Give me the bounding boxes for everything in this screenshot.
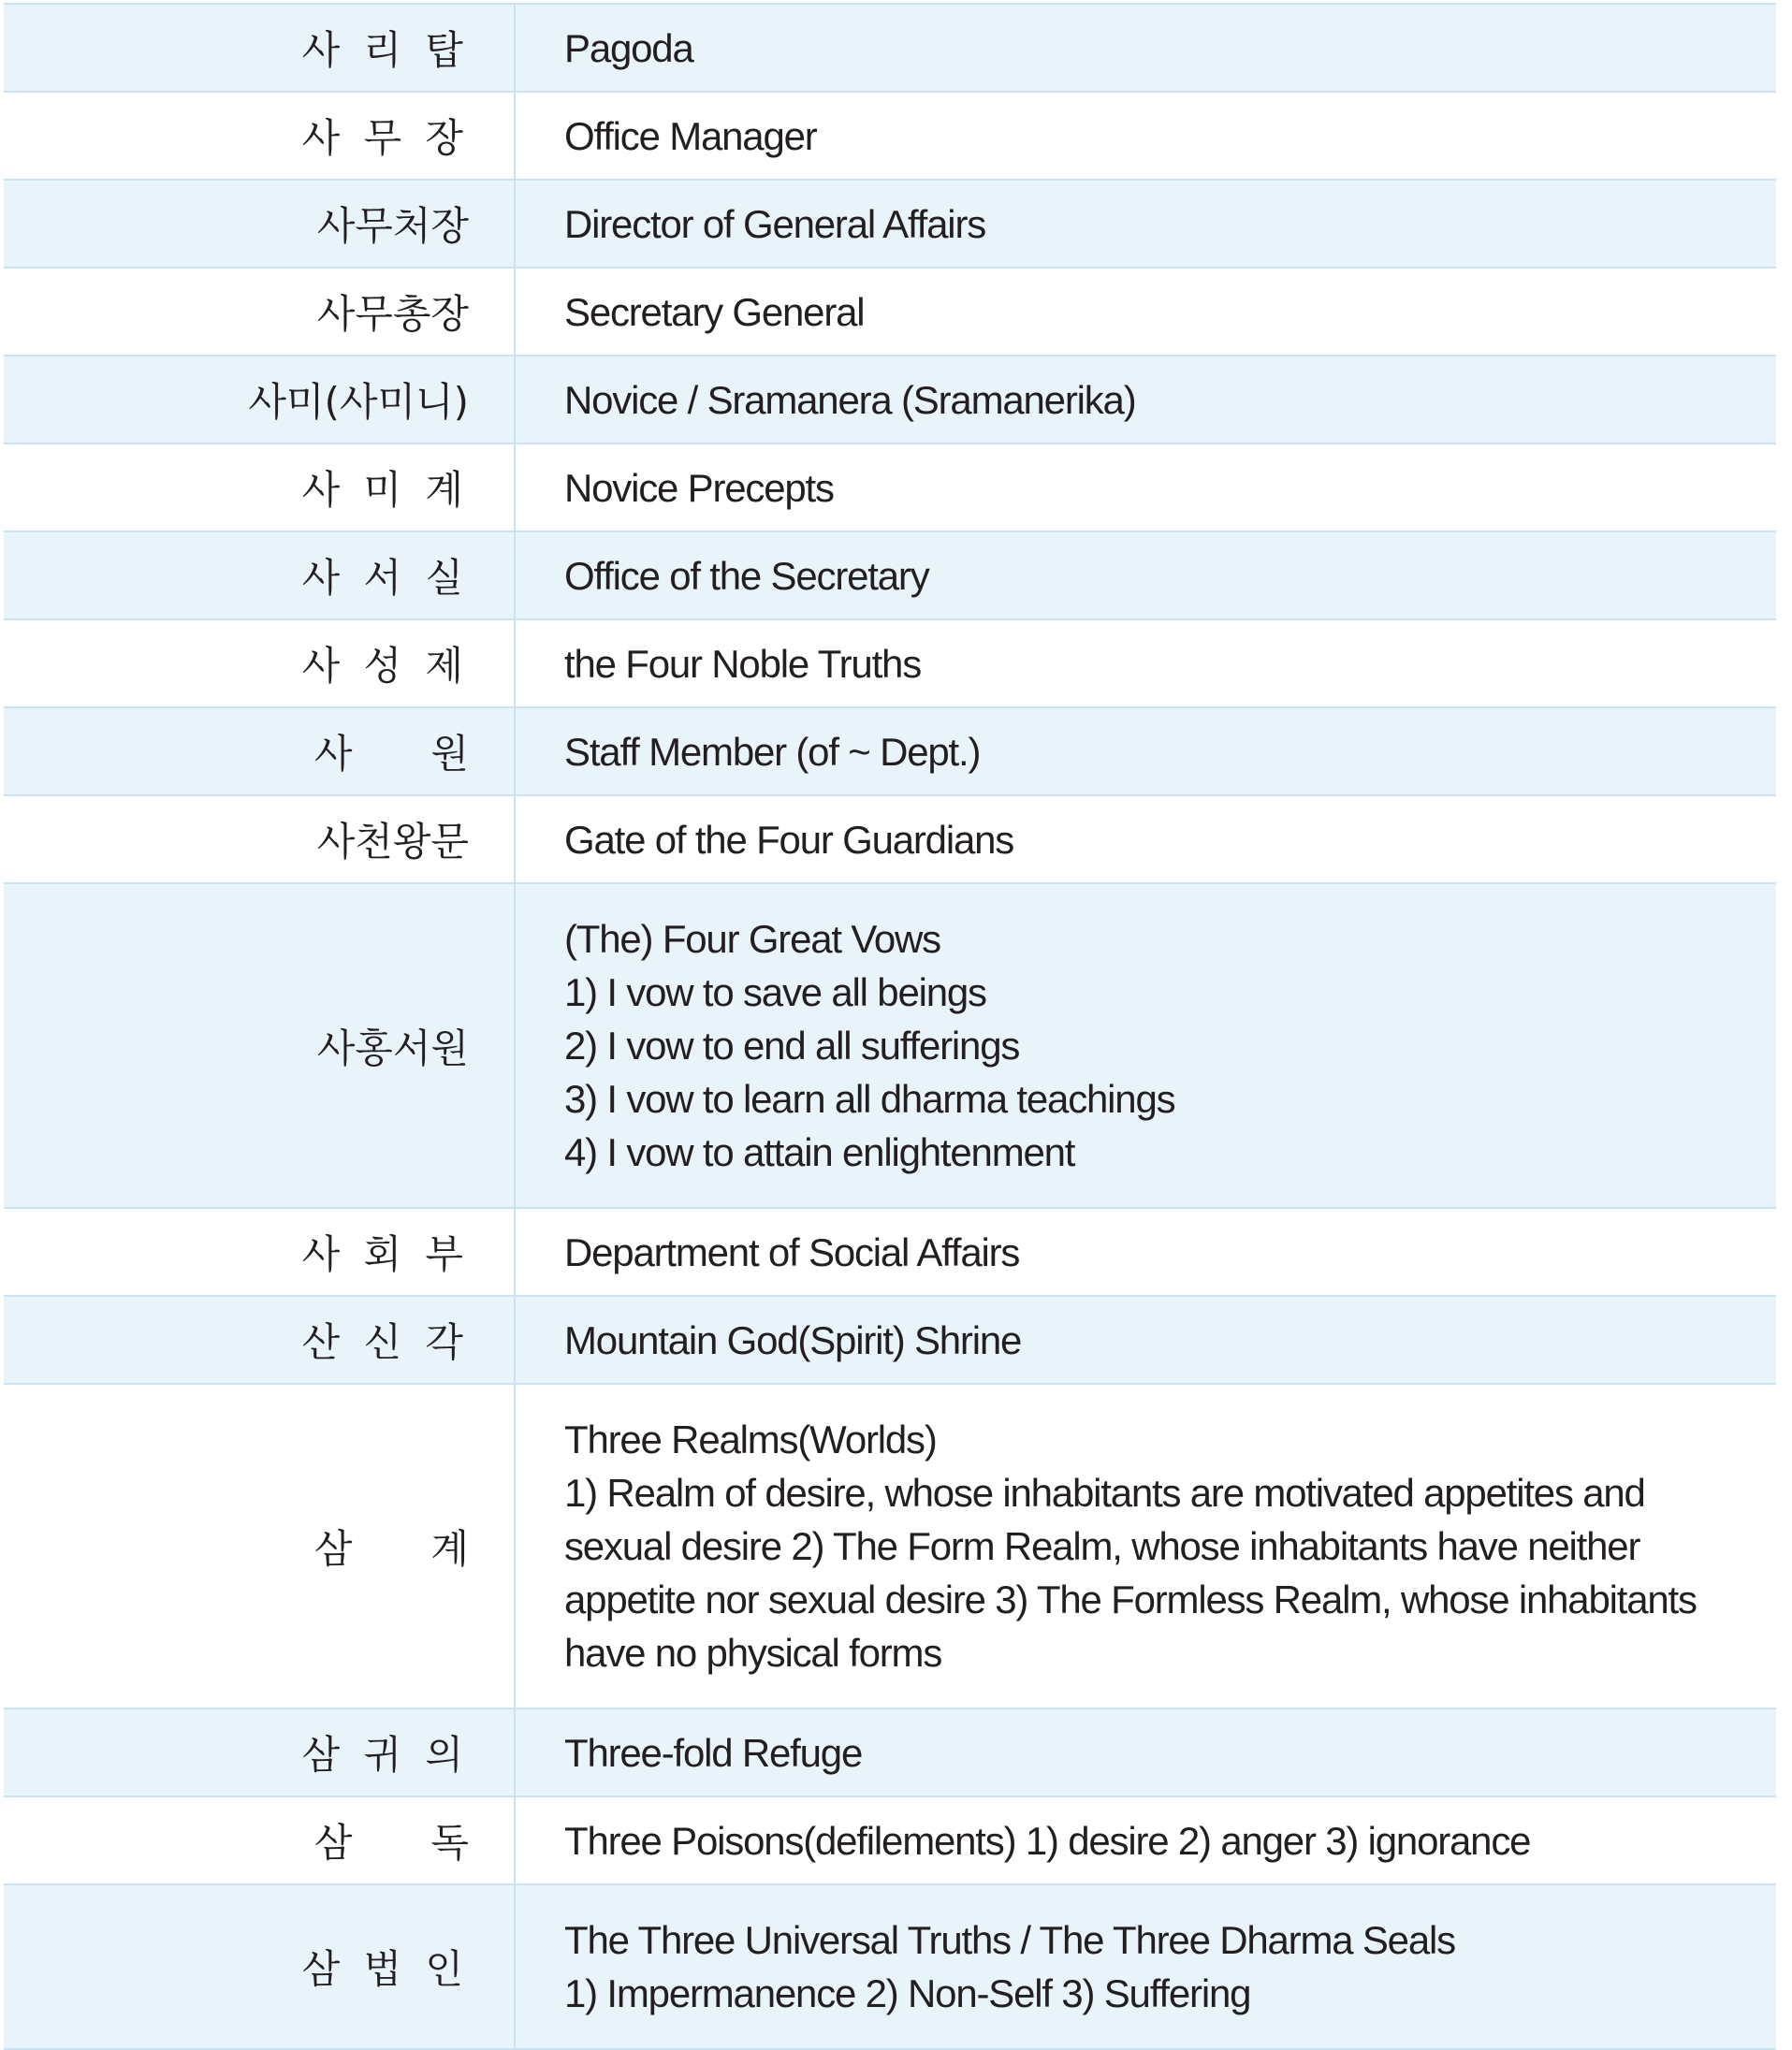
table-row	[4, 1796, 1776, 1884]
definition-line: Office of the Secretary	[564, 553, 929, 598]
definition-line: Secretary General	[564, 289, 865, 334]
definition-line: 4) I vow to attain enlightenment	[564, 1130, 1075, 1174]
glossary-table	[4, 3, 1776, 2050]
term-cell: 사천왕문	[4, 795, 515, 883]
definition-cell	[515, 1384, 1776, 1708]
definition-line: Three-fold Refuge	[564, 1730, 863, 1775]
definition-line: 1) I vow to save all beings	[564, 970, 986, 1014]
table-row	[4, 1708, 1776, 1796]
definition-line: Three Poisons(defilements) 1) desire 2) anger 3) ignorance	[564, 1818, 1531, 1863]
definition-cell	[515, 268, 1776, 356]
definition-cell	[515, 92, 1776, 180]
definition-line: 1) Realm of desire, whose inhabitants are motivated appetites and	[564, 1471, 1645, 1515]
table-row	[4, 531, 1776, 619]
definition-cell	[515, 531, 1776, 619]
table-row	[4, 1296, 1776, 1384]
term-cell: 산 신 각	[4, 1296, 515, 1384]
term-cell: 사 무 장	[4, 92, 515, 180]
term-cell: 삼 계	[4, 1384, 515, 1708]
table-row	[4, 1208, 1776, 1296]
definition-line: 2) I vow to end all sufferings	[564, 1024, 1020, 1068]
table-row	[4, 180, 1776, 268]
definition-cell	[515, 1208, 1776, 1296]
table-row	[4, 707, 1776, 795]
term-cell: 사무총장	[4, 268, 515, 356]
term-cell: 사 성 제	[4, 619, 515, 707]
definition-line: (The) Four Great Vows	[564, 917, 940, 961]
definition-line: appetite nor sexual desire 3) The Formless Realm, whose inhabitants	[564, 1577, 1697, 1621]
definition-line: The Three Universal Truths / The Three Dharma Seals	[564, 1918, 1455, 1962]
term-cell: 사미(사미니)	[4, 356, 515, 443]
definition-line: Office Manager	[564, 113, 817, 158]
definition-line: Director of General Affairs	[564, 201, 986, 246]
glossary-body	[4, 4, 1776, 2049]
definition-line: sexual desire 2) The Form Realm, whose inhabitants have neither	[564, 1524, 1640, 1568]
table-row	[4, 1884, 1776, 2049]
table-row	[4, 443, 1776, 531]
definition-line: Novice Precepts	[564, 465, 834, 510]
table-row	[4, 1384, 1776, 1708]
definition-line: Mountain God(Spirit) Shrine	[564, 1317, 1022, 1362]
definition-cell	[515, 4, 1776, 92]
definition-line: Department of Social Affairs	[564, 1229, 1020, 1274]
definition-line: 1) Impermanence 2) Non-Self 3) Suffering	[564, 1971, 1251, 2015]
definition-line: 3) I vow to learn all dharma teachings	[564, 1077, 1175, 1121]
definition-cell	[515, 180, 1776, 268]
table-row	[4, 619, 1776, 707]
table-row	[4, 92, 1776, 180]
definition-cell	[515, 1796, 1776, 1884]
definition-cell	[515, 1296, 1776, 1384]
term-cell: 사홍서원	[4, 883, 515, 1208]
term-cell: 삼 독	[4, 1796, 515, 1884]
term-cell: 사 원	[4, 707, 515, 795]
table-row	[4, 795, 1776, 883]
definition-cell	[515, 356, 1776, 443]
term-cell: 삼 귀 의	[4, 1708, 515, 1796]
term-cell: 삼 법 인	[4, 1884, 515, 2049]
term-cell: 사 리 탑	[4, 4, 515, 92]
term-cell: 사무처장	[4, 180, 515, 268]
table-row	[4, 268, 1776, 356]
table-row	[4, 356, 1776, 443]
definition-line: have no physical forms	[564, 1631, 942, 1675]
term-cell: 사 미 계	[4, 443, 515, 531]
definition-cell	[515, 443, 1776, 531]
definition-line: Three Realms(Worlds)	[564, 1418, 937, 1461]
definition-line: Staff Member (of ~ Dept.)	[564, 729, 981, 774]
definition-line: Pagoda	[564, 25, 693, 70]
definition-cell	[515, 619, 1776, 707]
definition-line: the Four Noble Truths	[564, 641, 921, 686]
definition-cell	[515, 795, 1776, 883]
table-row	[4, 4, 1776, 92]
term-cell: 사 회 부	[4, 1208, 515, 1296]
term-cell: 사 서 실	[4, 531, 515, 619]
table-row	[4, 883, 1776, 1208]
definition-cell	[515, 707, 1776, 795]
definition-cell	[515, 1884, 1776, 2049]
definition-line: Novice / Sramanera (Sramanerika)	[564, 377, 1136, 422]
definition-line: Gate of the Four Guardians	[564, 817, 1014, 862]
definition-cell	[515, 883, 1776, 1208]
definition-cell	[515, 1708, 1776, 1796]
